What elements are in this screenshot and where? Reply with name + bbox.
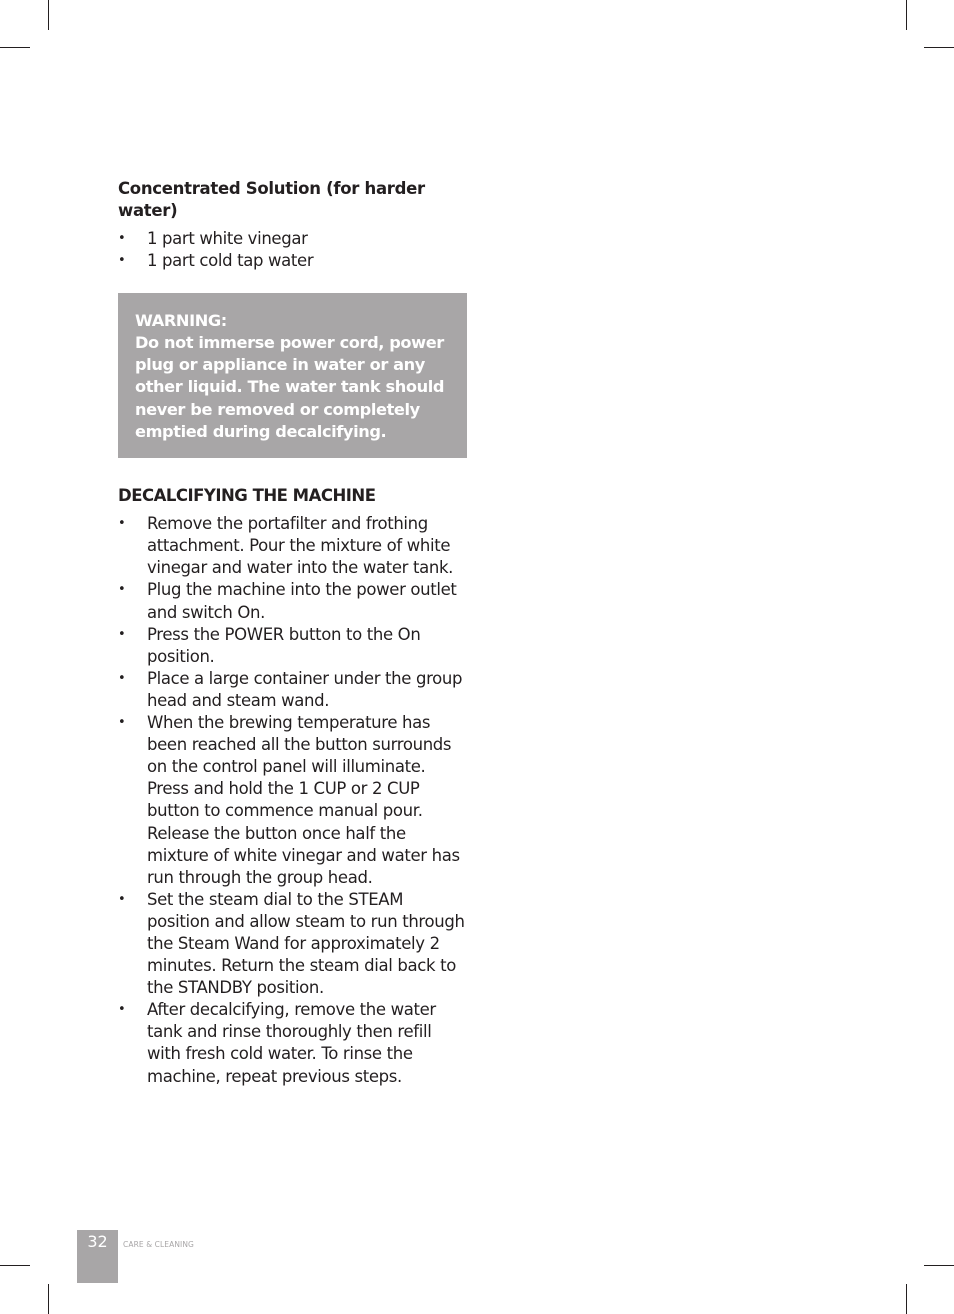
list-item: • Press the POWER button to the On position.	[118, 624, 421, 666]
list-item: • Plug the machine into the power outlet and switch On.	[118, 580, 457, 622]
bullet-icon: •	[118, 516, 126, 532]
decalcifying-heading: DECALCIFYING THE MACHINE	[118, 486, 376, 506]
warning-title: WARNING:	[135, 311, 227, 331]
bullet-icon: •	[118, 891, 126, 907]
warning-box	[118, 293, 467, 458]
list-item: • Remove the portafilter and frothing attachment. Pour the mixture of white vinegar and water into the water tank.	[118, 514, 454, 578]
list-item: • Set the steam dial to the STEAM position and allow steam to run through the Steam Wand for approximately 2 minutes. Return the steam dial back to the STANDBY position.	[118, 889, 465, 998]
warning-line: other liquid. The water tank should	[135, 377, 445, 397]
bullet-icon: •	[118, 231, 126, 246]
decalcifying-list	[118, 513, 466, 1087]
list-item: • 1 part cold tap water	[118, 250, 466, 272]
bullet-icon: •	[118, 670, 126, 686]
warning-line: plug or appliance in water or any	[135, 355, 425, 375]
bullet-icon: •	[118, 582, 126, 598]
bullet-icon: •	[118, 626, 126, 642]
crop-mark	[48, 0, 49, 30]
crop-mark	[0, 1265, 30, 1266]
solution-heading: Concentrated Solution (for harder water)	[118, 179, 425, 220]
warning-line: emptied during decalcifying.	[135, 421, 387, 441]
page-number: 32	[77, 1230, 118, 1283]
bullet-icon: •	[118, 715, 126, 731]
list-item: • When the brewing temperature has been reached all the button surrounds on the control panel will illuminate. Press and hold the 1 CUP or 2 CUP button to commence manual pour. Release the button once half the mixture of white vinegar and water has run through the group head.	[118, 713, 460, 887]
crop-mark	[924, 1265, 954, 1266]
list-item: • After decalcifying, remove the water tank and rinse thoroughly then refill with fresh cold water. To rinse the machine, repeat previous steps.	[118, 1000, 436, 1086]
solution-list	[118, 228, 466, 272]
bullet-icon: •	[118, 1002, 126, 1018]
section-label: CARE & CLEANING	[123, 1240, 194, 1249]
crop-mark	[0, 47, 30, 48]
crop-mark	[906, 0, 907, 30]
crop-mark	[48, 1284, 49, 1314]
bullet-icon: •	[118, 253, 126, 269]
crop-mark	[924, 47, 954, 48]
list-item: • 1 part white vinegar	[118, 228, 466, 250]
crop-mark	[906, 1284, 907, 1314]
list-item: • Place a large container under the group head and steam wand.	[118, 668, 463, 710]
warning-line: never be removed or completely	[135, 399, 420, 419]
warning-line: Do not immerse power cord, power	[135, 333, 444, 353]
page-content	[118, 178, 466, 1088]
